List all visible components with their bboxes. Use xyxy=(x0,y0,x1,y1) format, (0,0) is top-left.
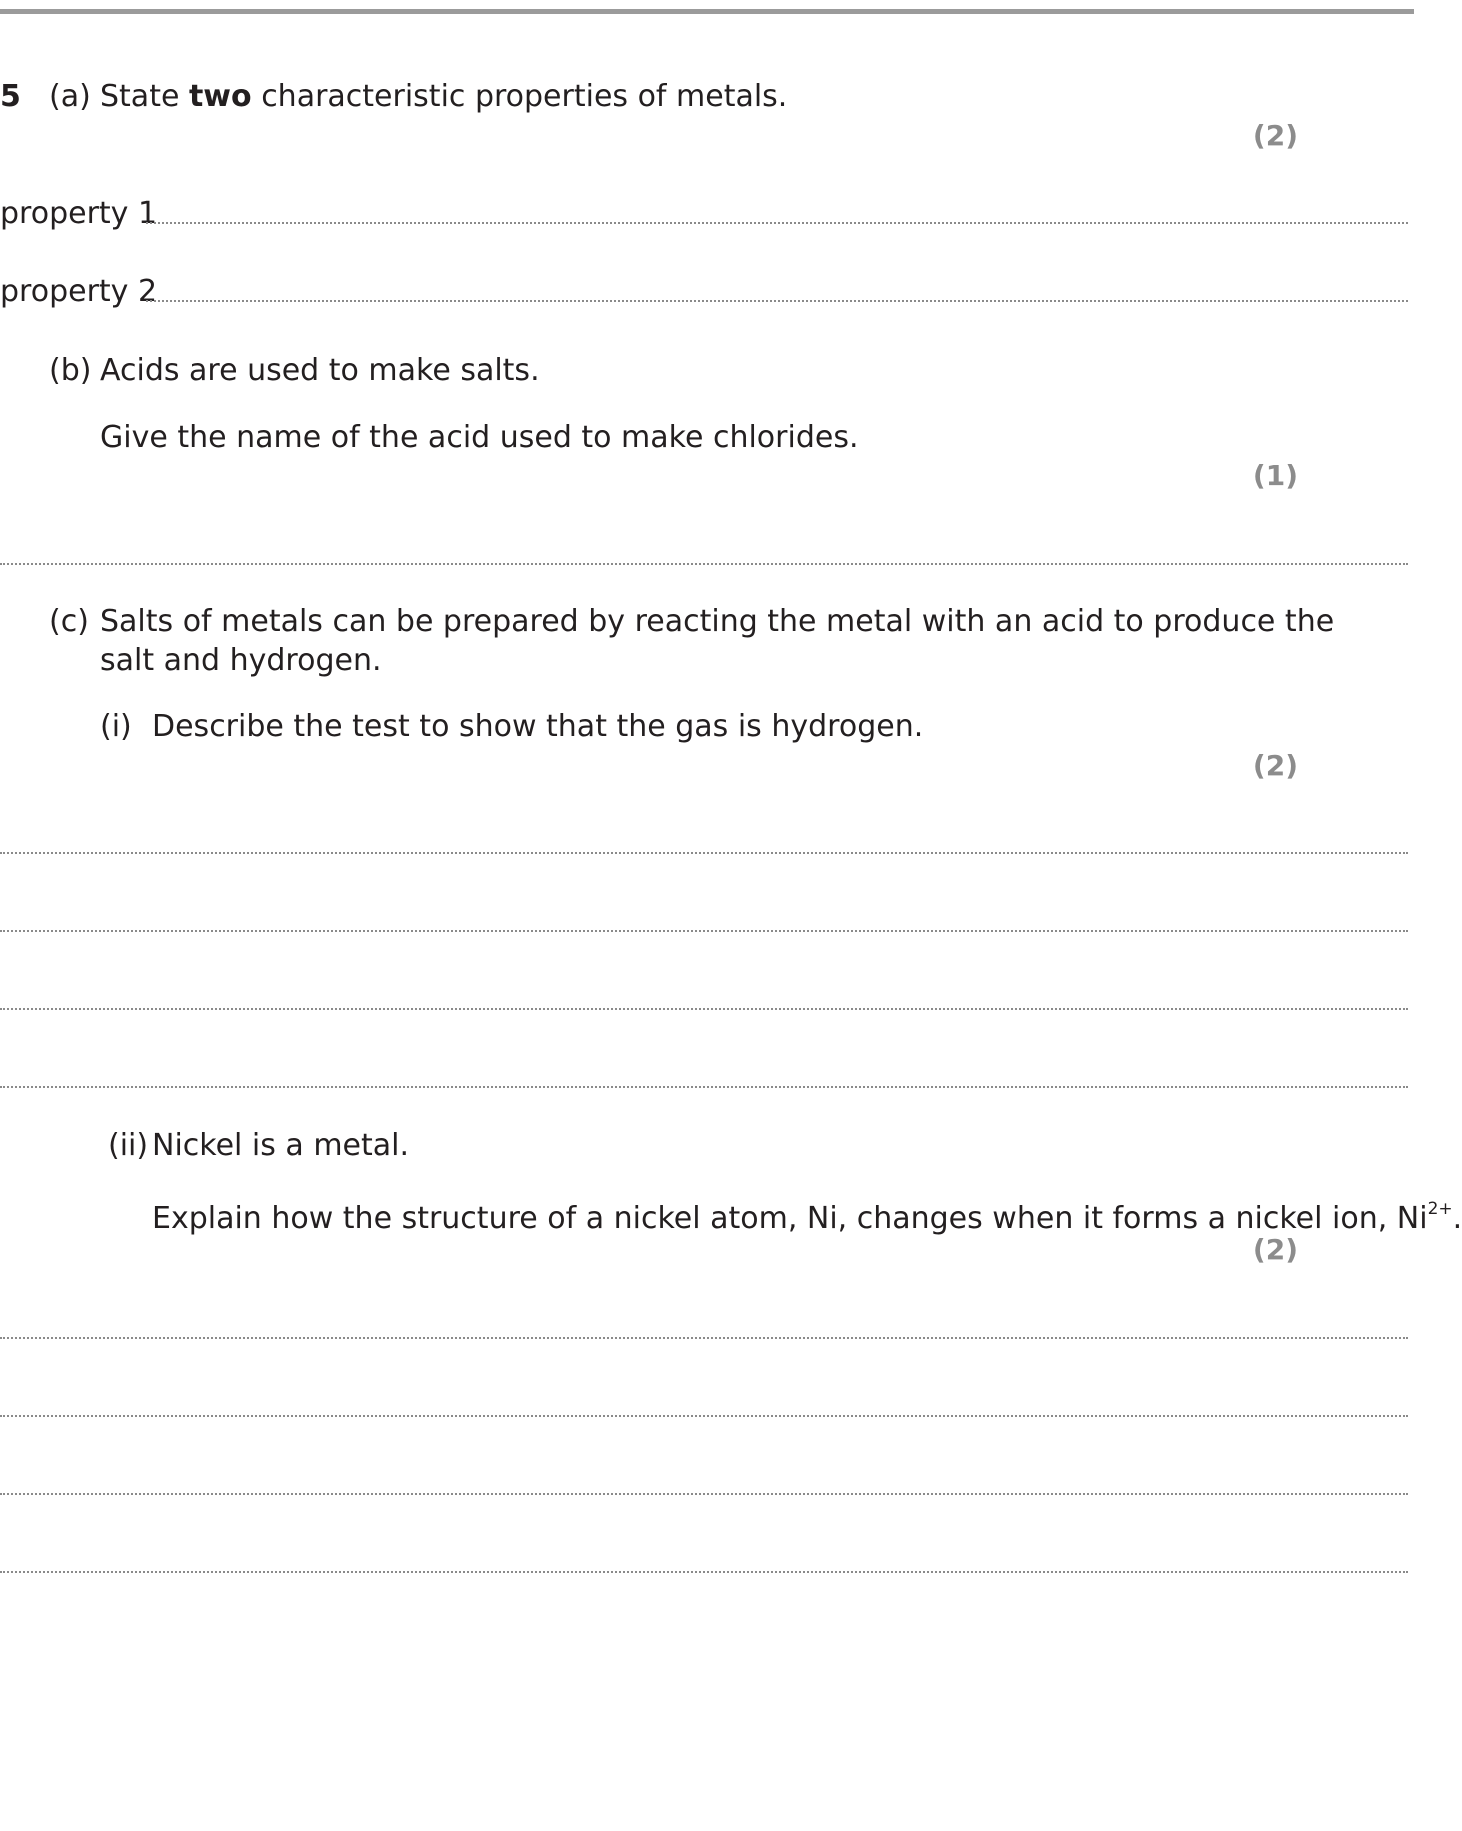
part-c-label: (c) xyxy=(49,604,89,639)
part-c-ii-text: Explain how the structure of a nickel atom, Ni, changes when it forms a nickel ion, Ni xyxy=(152,1201,1428,1236)
property-1-label: property 1 xyxy=(0,196,158,231)
part-c-i-answer-line[interactable] xyxy=(0,1008,1408,1010)
part-b-marks: (1) xyxy=(1252,459,1298,492)
part-c-ii-label: (ii) xyxy=(108,1128,149,1163)
part-c-i-answer-line[interactable] xyxy=(0,852,1408,854)
question-number: 5 xyxy=(0,79,21,114)
part-c-ii-marks: (2) xyxy=(1252,1233,1298,1266)
part-a-marks: (2) xyxy=(1252,119,1298,152)
part-c-i-answer-line[interactable] xyxy=(0,930,1408,932)
part-a-question xyxy=(100,77,787,117)
part-c-i-marks: (2) xyxy=(1252,749,1298,782)
part-c-ii-answer-line[interactable] xyxy=(0,1337,1408,1339)
property-2-answer-line[interactable] xyxy=(146,300,1408,302)
part-b-line1: Acids are used to make salts. xyxy=(100,353,540,388)
part-b-line2: Give the name of the acid used to make chlorides. xyxy=(100,420,859,455)
part-a-label: (a) xyxy=(49,79,91,114)
part-c-ii-answer-line[interactable] xyxy=(0,1571,1408,1573)
part-a-text-post: characteristic properties of metals. xyxy=(261,79,788,114)
part-c-ii-answer-line[interactable] xyxy=(0,1493,1408,1495)
part-c-line2: salt and hydrogen. xyxy=(100,643,382,678)
property-1-answer-line[interactable] xyxy=(146,222,1408,224)
part-b-label: (b) xyxy=(49,353,92,388)
ion-charge: 2+ xyxy=(1427,1199,1453,1219)
part-c-ii-end: . xyxy=(1452,1201,1462,1236)
part-c-ii-answer-line[interactable] xyxy=(0,1415,1408,1417)
part-a-text-pre: State xyxy=(100,79,180,114)
part-c-i-label: (i) xyxy=(100,709,132,744)
part-a-text-bold: two xyxy=(188,79,252,114)
top-rule xyxy=(0,9,1414,14)
part-b-answer-line[interactable] xyxy=(0,563,1408,565)
part-c-i-answer-line[interactable] xyxy=(0,1086,1408,1088)
property-2-label: property 2 xyxy=(0,274,158,309)
part-c-ii-line1: Nickel is a metal. xyxy=(152,1128,410,1163)
part-c-i-text: Describe the test to show that the gas is hydrogen. xyxy=(152,709,924,744)
part-c-line1: Salts of metals can be prepared by reacting the metal with an acid to produce the xyxy=(100,604,1335,639)
